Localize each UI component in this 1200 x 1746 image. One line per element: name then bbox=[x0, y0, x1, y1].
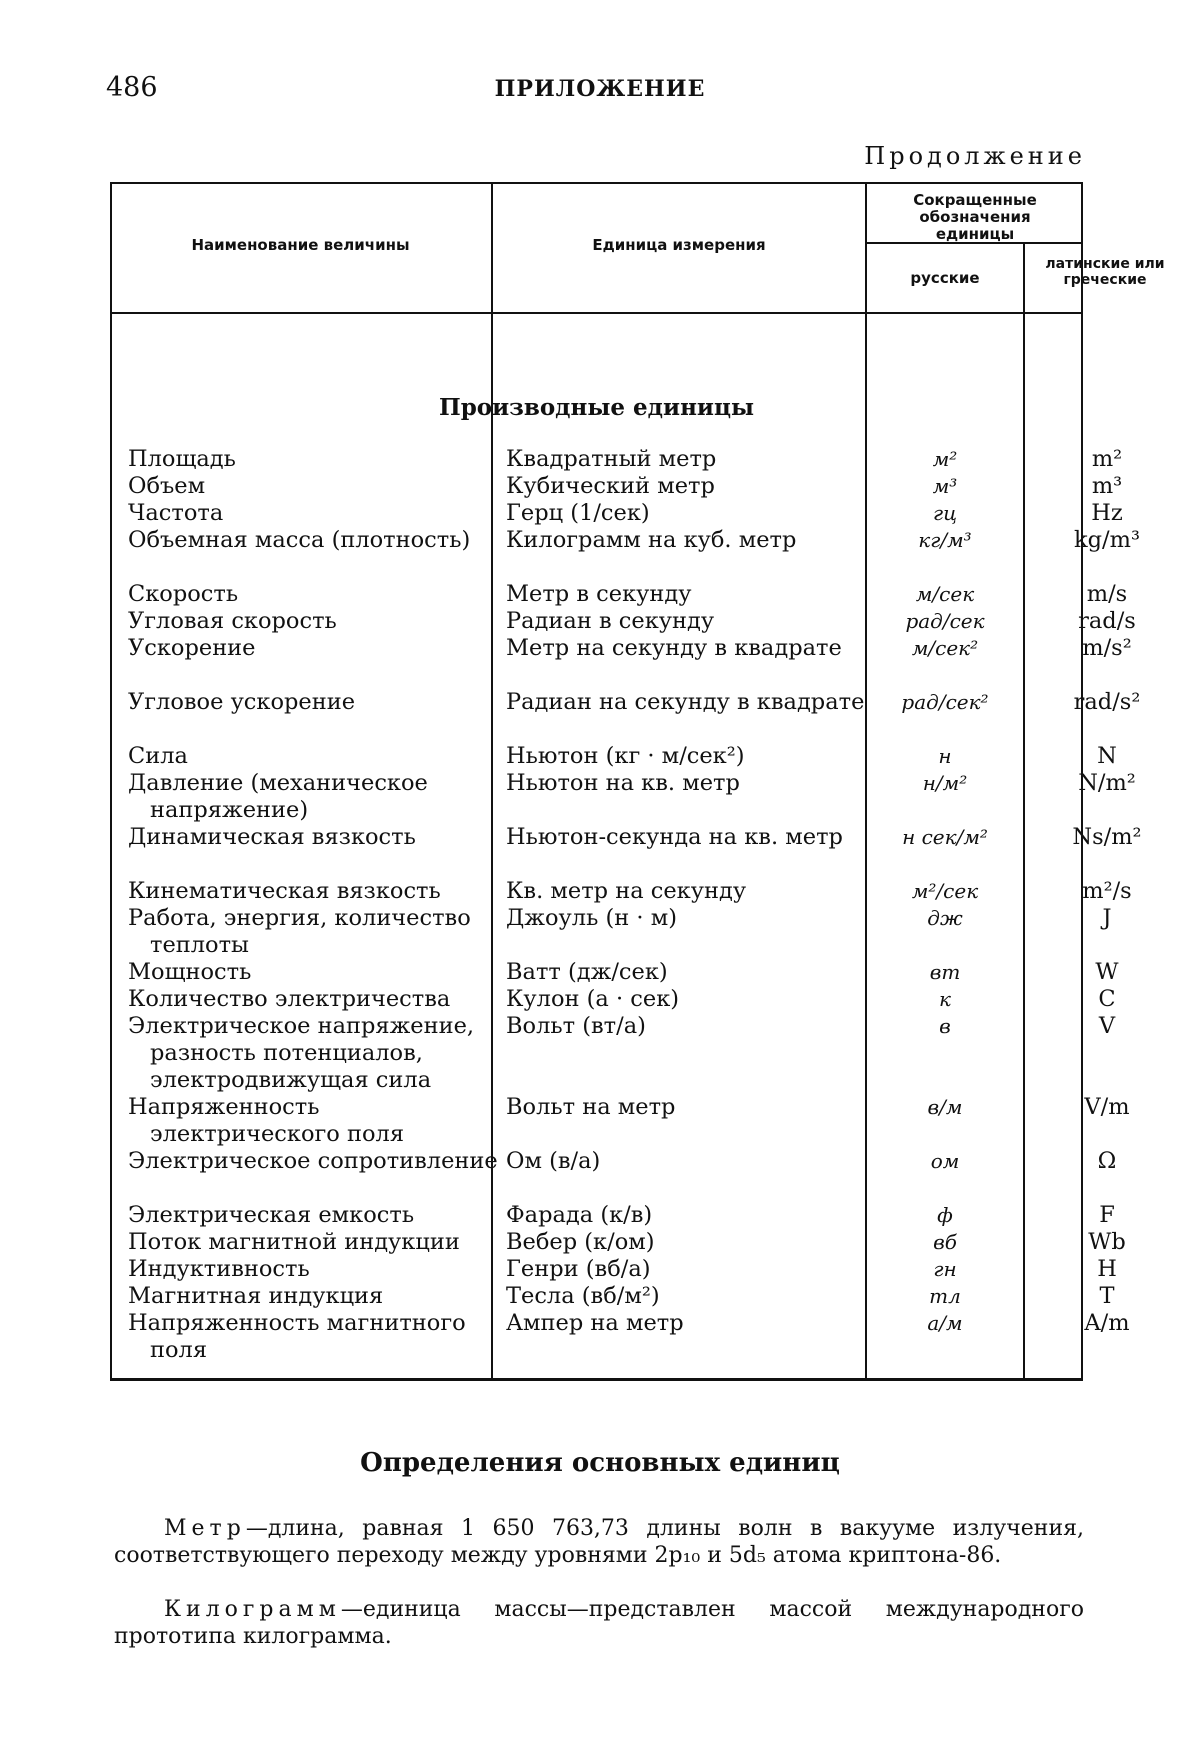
russian-abbr: гц bbox=[932, 501, 958, 525]
unit-name: Герц (1/сек) bbox=[506, 500, 650, 526]
russian-abbr: в/м bbox=[927, 1095, 963, 1119]
section-title: Производные единицы bbox=[438, 394, 755, 421]
russian-abbr: вт bbox=[929, 960, 961, 984]
quantity-name: Сила bbox=[128, 743, 188, 769]
unit-name: Метр на секунду в квадрате bbox=[506, 635, 842, 661]
latin-abbr: F bbox=[1099, 1202, 1115, 1228]
latin-abbr: Ω bbox=[1097, 1148, 1117, 1174]
table-row bbox=[110, 1094, 1130, 1148]
table-row bbox=[110, 905, 1112, 959]
quantity-name: Угловое ускорение bbox=[128, 689, 356, 715]
definitions-heading: Определения основных единиц bbox=[360, 1448, 840, 1478]
latin-abbr: m/s bbox=[1086, 581, 1128, 607]
table-row bbox=[110, 1202, 1115, 1229]
unit-name: Вебер (к/ом) bbox=[506, 1229, 655, 1255]
unit-name: Генри (вб/а) bbox=[506, 1256, 651, 1282]
latin-abbr: T bbox=[1099, 1283, 1115, 1309]
russian-abbr: а/м bbox=[927, 1311, 963, 1335]
header-latin: латинские или греческие bbox=[1045, 256, 1165, 288]
latin-abbr: C bbox=[1098, 986, 1116, 1012]
russian-abbr: к bbox=[939, 987, 951, 1011]
unit-name: Метр в секунду bbox=[506, 581, 692, 607]
table-row bbox=[110, 473, 1123, 500]
russian-abbr: дж bbox=[927, 906, 963, 930]
page-number: 486 bbox=[106, 72, 158, 103]
latin-abbr: V/m bbox=[1084, 1094, 1130, 1120]
latin-abbr: m³ bbox=[1091, 473, 1123, 499]
unit-name: Радиан на секунду в квадрате bbox=[506, 689, 865, 715]
unit-name: Фарада (к/в) bbox=[506, 1202, 653, 1228]
table-body bbox=[110, 446, 1142, 1364]
russian-abbr: м/сек² bbox=[911, 636, 979, 660]
table-row bbox=[110, 959, 1119, 986]
russian-abbr: ом bbox=[930, 1149, 960, 1173]
unit-name: Кулон (а · сек) bbox=[506, 986, 680, 1012]
russian-abbr: ф bbox=[937, 1203, 953, 1227]
quantity-name: Индуктивность bbox=[128, 1256, 310, 1282]
header-russian: русские bbox=[910, 269, 980, 287]
russian-abbr: н/м² bbox=[922, 771, 968, 795]
latin-abbr: W bbox=[1095, 959, 1119, 985]
latin-abbr: V bbox=[1098, 1013, 1116, 1039]
table-row bbox=[110, 635, 1132, 689]
quantity-name: Электрическое сопротивление bbox=[128, 1148, 498, 1174]
table-row bbox=[110, 608, 1136, 635]
table-row bbox=[110, 1256, 1117, 1283]
unit-name: Джоуль (н · м) bbox=[506, 905, 677, 931]
quantity-name: Электрическое напряжение, разность потенциалов, электродвижущая сила bbox=[128, 1013, 475, 1093]
unit-name: Вольт на метр bbox=[506, 1094, 676, 1120]
russian-abbr: н сек/м² bbox=[902, 825, 988, 849]
table-row bbox=[110, 446, 1123, 473]
units-table bbox=[110, 182, 1165, 1381]
unit-name: Ньютон (кг · м/сек²) bbox=[506, 743, 745, 769]
russian-abbr: н bbox=[938, 744, 952, 768]
header-name: Наименование величины bbox=[191, 236, 410, 254]
russian-abbr: м²/сек bbox=[911, 879, 979, 903]
table-row bbox=[110, 986, 1116, 1013]
quantity-name: Давление (механическое напряжение) bbox=[128, 770, 428, 823]
quantity-name: Частота bbox=[128, 500, 224, 526]
unit-name: Кубический метр bbox=[506, 473, 715, 499]
latin-abbr: N bbox=[1097, 743, 1117, 769]
unit-name: Тесла (вб/м²) bbox=[506, 1283, 660, 1309]
quantity-name: Площадь bbox=[128, 446, 236, 472]
latin-abbr: Hz bbox=[1091, 500, 1123, 526]
table-row bbox=[110, 500, 1123, 527]
latin-abbr: Ns/m² bbox=[1072, 824, 1142, 850]
quantity-name: Напряженность электрического поля bbox=[128, 1094, 405, 1147]
quantity-name: Кинематическая вязкость bbox=[128, 878, 441, 904]
latin-abbr: Wb bbox=[1088, 1229, 1126, 1255]
latin-abbr: H bbox=[1097, 1256, 1117, 1282]
table-row bbox=[110, 527, 1140, 581]
header-unit: Единица измерения bbox=[592, 236, 766, 254]
quantity-name: Количество электричества bbox=[128, 986, 451, 1012]
quantity-name: Магнитная индукция bbox=[128, 1283, 384, 1309]
table-row bbox=[110, 689, 1141, 743]
latin-abbr: kg/m³ bbox=[1074, 527, 1140, 553]
russian-abbr: м² bbox=[932, 447, 958, 471]
definition-kilogram-text: —единица массы—представлен массой международного прототипа килограмма. bbox=[114, 1597, 1084, 1649]
unit-name: Ньютон на кв. метр bbox=[506, 770, 740, 796]
table-row bbox=[110, 1148, 1117, 1202]
quantity-name: Электрическая емкость bbox=[128, 1202, 415, 1228]
unit-name: Килограмм на куб. метр bbox=[506, 527, 797, 553]
term-metre: Метр bbox=[164, 1516, 246, 1541]
table-row bbox=[110, 1283, 1115, 1310]
quantity-name: Скорость bbox=[128, 581, 239, 607]
russian-abbr: рад/сек bbox=[905, 609, 985, 633]
unit-name: Ом (в/а) bbox=[506, 1148, 601, 1174]
header-abbr-group: Сокращенные обозначения единицы bbox=[913, 191, 1037, 243]
russian-abbr: м³ bbox=[932, 474, 958, 498]
continuation-label: Продолжение bbox=[864, 142, 1086, 170]
definition-metre bbox=[114, 1515, 1084, 1569]
latin-abbr: m/s² bbox=[1082, 635, 1132, 661]
russian-abbr: кг/м³ bbox=[918, 528, 972, 552]
russian-abbr: тл bbox=[929, 1284, 961, 1308]
russian-abbr: м/сек bbox=[915, 582, 975, 606]
table-row bbox=[110, 581, 1128, 608]
quantity-name: Объем bbox=[128, 473, 206, 499]
russian-abbr: в bbox=[939, 1014, 951, 1038]
latin-abbr: N/m² bbox=[1078, 770, 1136, 796]
table-row bbox=[110, 1310, 1130, 1364]
definition-metre-text: —длина, равная 1 650 763,73 длины волн в вакууме излучения, соответствующего переходу между уровнями 2p₁₀ и 5d₅ атома криптона-86. bbox=[114, 1516, 1084, 1568]
russian-abbr: вб bbox=[933, 1230, 957, 1254]
unit-name: Кв. метр на секунду bbox=[506, 878, 747, 904]
russian-abbr: гн bbox=[933, 1257, 957, 1281]
quantity-name: Поток магнитной индукции bbox=[128, 1229, 460, 1255]
unit-name: Ампер на метр bbox=[506, 1310, 684, 1336]
latin-abbr: rad/s bbox=[1078, 608, 1136, 634]
definition-kilogram bbox=[114, 1596, 1084, 1650]
table-row bbox=[110, 770, 1136, 824]
table-row bbox=[110, 1013, 1116, 1094]
table-row bbox=[110, 824, 1142, 878]
quantity-name: Ускорение bbox=[128, 635, 256, 661]
latin-abbr: J bbox=[1102, 905, 1112, 931]
unit-name: Вольт (вт/а) bbox=[506, 1013, 646, 1039]
table-row bbox=[110, 1229, 1126, 1256]
unit-name: Ватт (дж/сек) bbox=[506, 959, 668, 985]
unit-name: Квадратный метр bbox=[506, 446, 717, 472]
quantity-name: Напряженность магнитного поля bbox=[128, 1310, 466, 1363]
running-head: ПРИЛОЖЕНИЕ bbox=[494, 76, 706, 102]
latin-abbr: m² bbox=[1091, 446, 1123, 472]
term-kilogram: Килограмм bbox=[164, 1597, 341, 1622]
russian-abbr: рад/сек² bbox=[901, 690, 989, 714]
quantity-name: Динамическая вязкость bbox=[128, 824, 416, 850]
quantity-name: Объемная масса (плотность) bbox=[128, 527, 471, 553]
latin-abbr: rad/s² bbox=[1073, 689, 1141, 715]
quantity-name: Мощность bbox=[128, 959, 252, 985]
quantity-name: Работа, энергия, количество теплоты bbox=[128, 905, 471, 958]
unit-name: Радиан в секунду bbox=[506, 608, 715, 634]
table-row bbox=[110, 878, 1132, 905]
latin-abbr: m²/s bbox=[1082, 878, 1132, 904]
table-row bbox=[110, 743, 1117, 770]
quantity-name: Угловая скорость bbox=[128, 608, 337, 634]
latin-abbr: A/m bbox=[1084, 1310, 1130, 1336]
unit-name: Ньютон-секунда на кв. метр bbox=[506, 824, 843, 850]
